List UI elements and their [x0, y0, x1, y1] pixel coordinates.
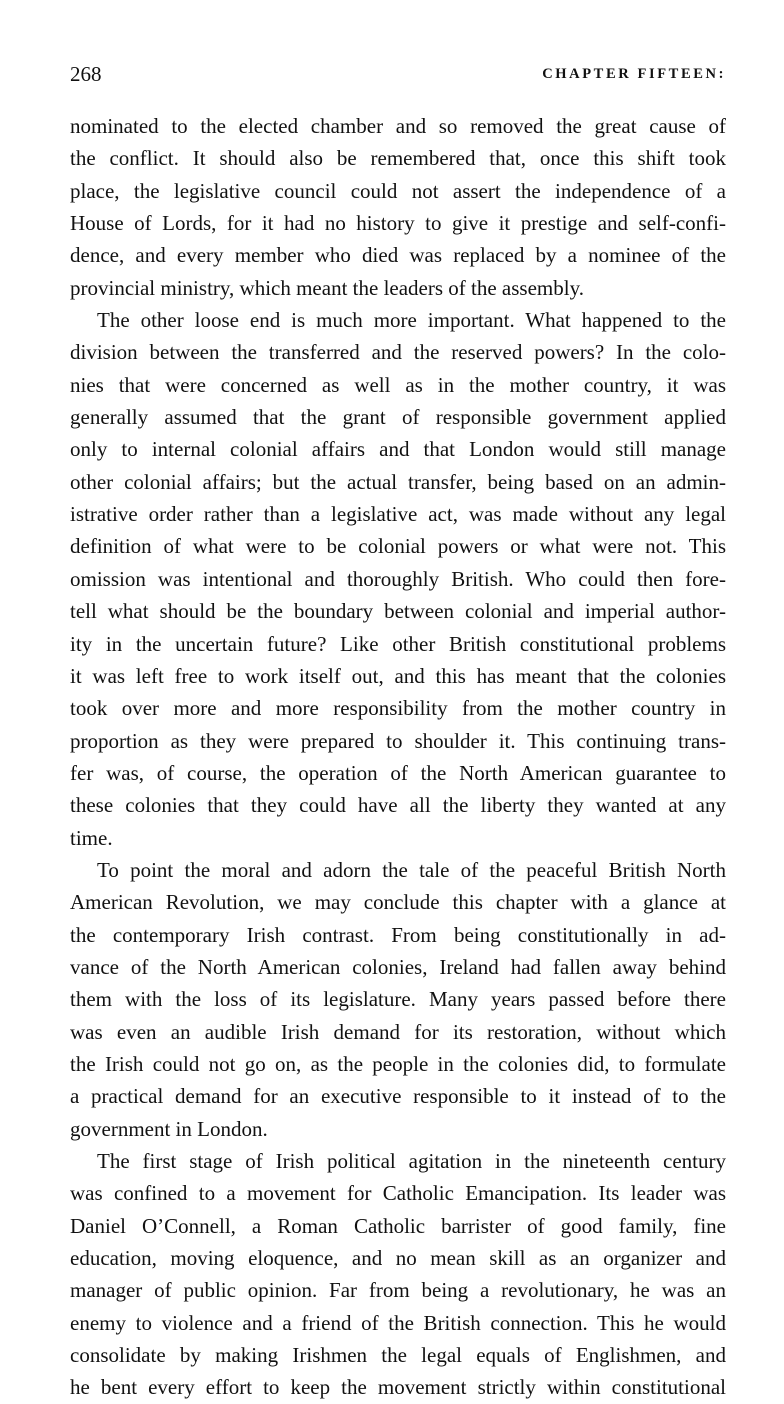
text-line: istrative order rather than a legislative act, was made without any legal [70, 502, 726, 527]
text-line: enemy to violence and a friend of the British connection. This he would [70, 1310, 726, 1335]
text-line: definition of what were to be colonial powers or what were not. This [70, 534, 726, 559]
running-head: CHAPTER FIFTEEN: [542, 66, 726, 82]
text-line: nies that were concerned as well as in the mother country, it was [70, 372, 726, 397]
text-line: he bent every effort to keep the movement strictly within constitutional [70, 1375, 726, 1400]
text-line: dence, and every member who died was replaced by a nominee of the [70, 243, 726, 268]
text-line: division between the transferred and the reserved powers? In the colo- [70, 340, 726, 365]
text-line: provincial ministry, which meant the leaders of the assembly. [70, 275, 584, 300]
text-line: manager of public opinion. Far from being a revolutionary, he was an [70, 1278, 726, 1303]
text-line: vance of the North American colonies, Ireland had fallen away behind [70, 954, 726, 979]
text-line: Daniel O’Connell, a Roman Catholic barrister of good family, fine [70, 1213, 726, 1238]
text-line: fer was, of course, the operation of the North American guarantee to [70, 760, 726, 785]
text-line: it was left free to work itself out, and this has meant that the colonies [70, 663, 726, 688]
text-line: the Irish could not go on, as the people in the colonies did, to formulate [70, 1051, 726, 1076]
body-text [70, 110, 726, 1404]
text-line: place, the legislative council could not assert the independence of a [70, 178, 726, 203]
paragraph-first-line: To point the moral and adorn the tale of the peaceful British North [97, 857, 726, 882]
text-line: a practical demand for an executive responsible to it instead of to the [70, 1084, 726, 1109]
text-line: tell what should be the boundary between colonial and imperial author- [70, 599, 726, 624]
text-line: other colonial affairs; but the actual transfer, being based on an admin- [70, 469, 726, 494]
text-line: American Revolution, we may conclude this chapter with a glance at [70, 890, 726, 915]
text-line: generally assumed that the grant of responsible government applied [70, 405, 726, 430]
text-line: omission was intentional and thoroughly British. Who could then fore- [70, 566, 726, 591]
text-line: was even an audible Irish demand for its restoration, without which [70, 1019, 726, 1044]
text-line: time. [70, 825, 113, 850]
text-line: the contemporary Irish contrast. From being constitutionally in ad- [70, 922, 726, 947]
text-line: took over more and more responsibility from the mother country in [70, 696, 726, 721]
text-line: consolidate by making Irishmen the legal equals of Englishmen, and [70, 1343, 726, 1368]
page-header [70, 62, 726, 92]
text-line: ity in the uncertain future? Like other British constitutional problems [70, 631, 726, 656]
paragraph-first-line: The other loose end is much more important. What happened to the [97, 308, 726, 333]
text-line: government in London. [70, 1116, 268, 1141]
text-line: the conflict. It should also be remembered that, once this shift took [70, 146, 726, 171]
text-line: these colonies that they could have all the liberty they wanted at any [70, 793, 726, 818]
text-line: was confined to a movement for Catholic Emancipation. Its leader was [70, 1181, 726, 1206]
text-line: proportion as they were prepared to shoulder it. This continuing trans- [70, 728, 726, 753]
text-line: them with the loss of its legislature. Many years passed before there [70, 987, 726, 1012]
text-line: only to internal colonial affairs and that London would still manage [70, 437, 726, 462]
text-line: nominated to the elected chamber and so removed the great cause of [70, 114, 726, 138]
text-line: House of Lords, for it had no history to give it prestige and self-confi- [70, 211, 726, 236]
paragraph-first-line: The first stage of Irish political agitation in the nineteenth century [97, 1149, 726, 1173]
text-line: education, moving eloquence, and no mean skill as an organizer and [70, 1246, 726, 1271]
page-number: 268 [70, 62, 102, 86]
